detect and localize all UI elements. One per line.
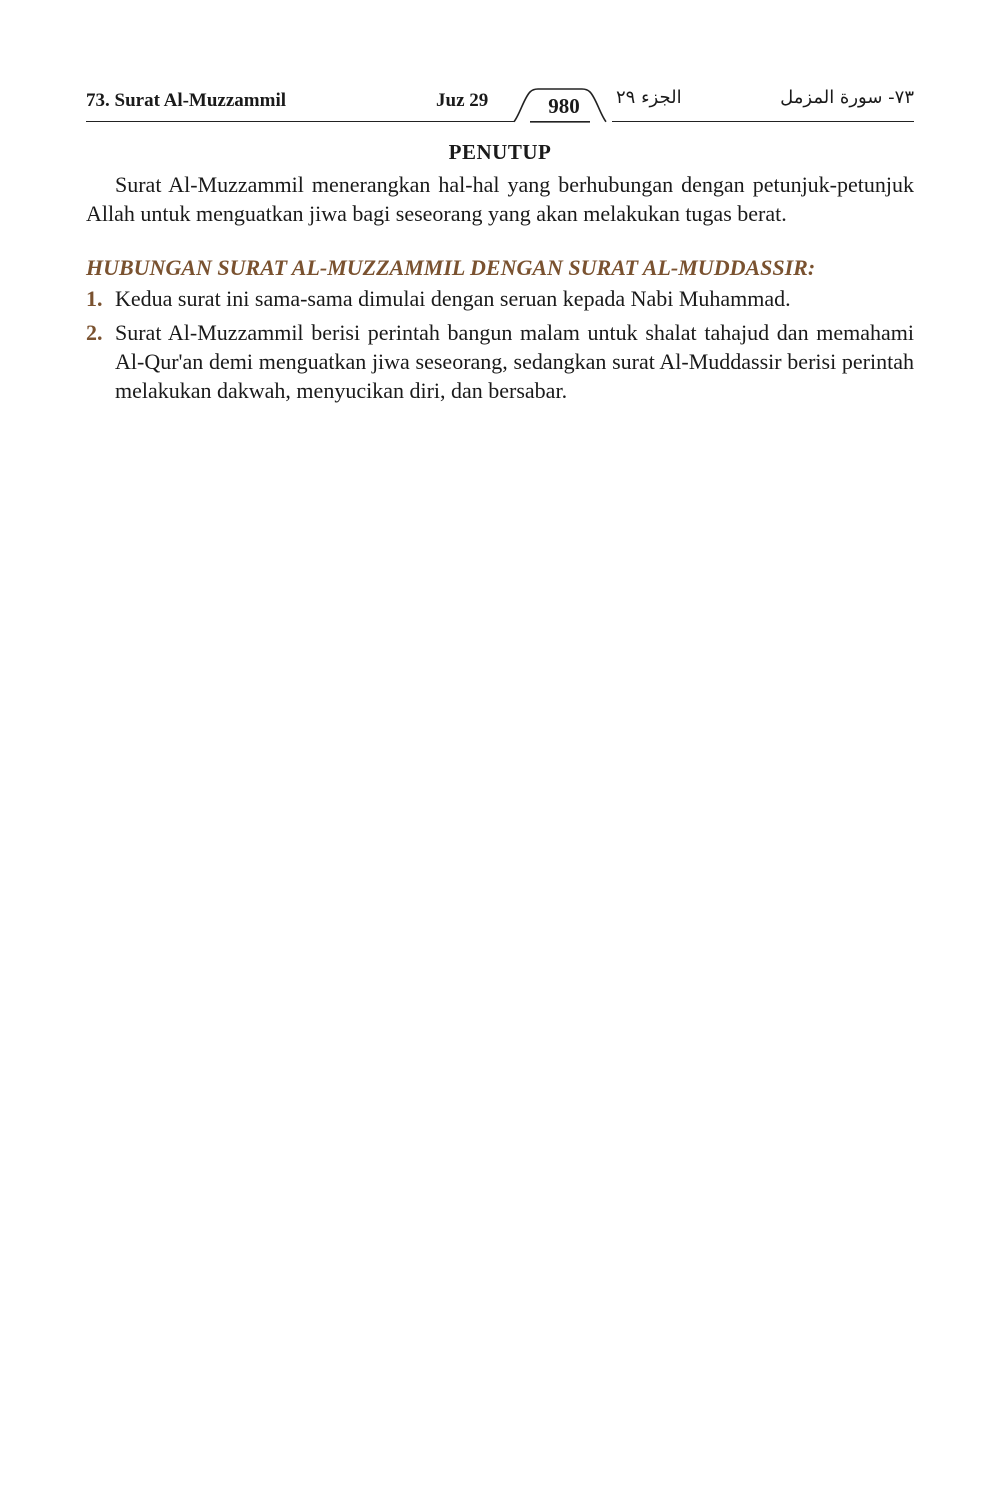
page-content <box>86 138 914 410</box>
relation-list <box>86 284 914 405</box>
header-rule-right <box>612 121 914 122</box>
page-header <box>86 84 914 124</box>
page-number: 980 <box>548 94 580 118</box>
list-item-text: Kedua surat ini sama-sama dimulai dengan seruan kepada Nabi Muhammad. <box>115 286 791 311</box>
header-rule-left <box>86 121 514 122</box>
header-juz-arabic: الجزء ٢٩ <box>616 87 682 108</box>
list-item-number: 1. <box>86 286 103 311</box>
header-surah-latin: 73. Surat Al-Muzzammil <box>86 90 287 111</box>
list-item-number: 2. <box>86 320 103 345</box>
header-juz-latin: Juz 29 <box>436 90 489 111</box>
section-title: PENUTUP <box>448 140 552 164</box>
list-item <box>86 318 914 405</box>
header-surah-arabic: ٧٣- سورة المزمل <box>780 87 914 108</box>
relation-heading: HUBUNGAN SURAT AL-MUZZAMMIL DENGAN SURAT AL-MUDDASSIR: <box>86 255 816 280</box>
list-item <box>86 284 914 313</box>
list-item-text: Surat Al-Muzzammil berisi perintah bangun malam untuk shalat tahajud dan memahami Al-Qur'an demi menguatkan jiwa seseorang, sedangkan surat Al-Muddassir berisi perintah melakukan dakwah, menyucikan diri, dan bersabar. <box>115 320 914 403</box>
closing-paragraph: Surat Al-Muzzammil menerangkan hal-hal yang berhubungan dengan petunjuk-petunjuk Allah untuk menguatkan jiwa bagi seseorang yang akan melakukan tugas berat. <box>86 172 914 226</box>
